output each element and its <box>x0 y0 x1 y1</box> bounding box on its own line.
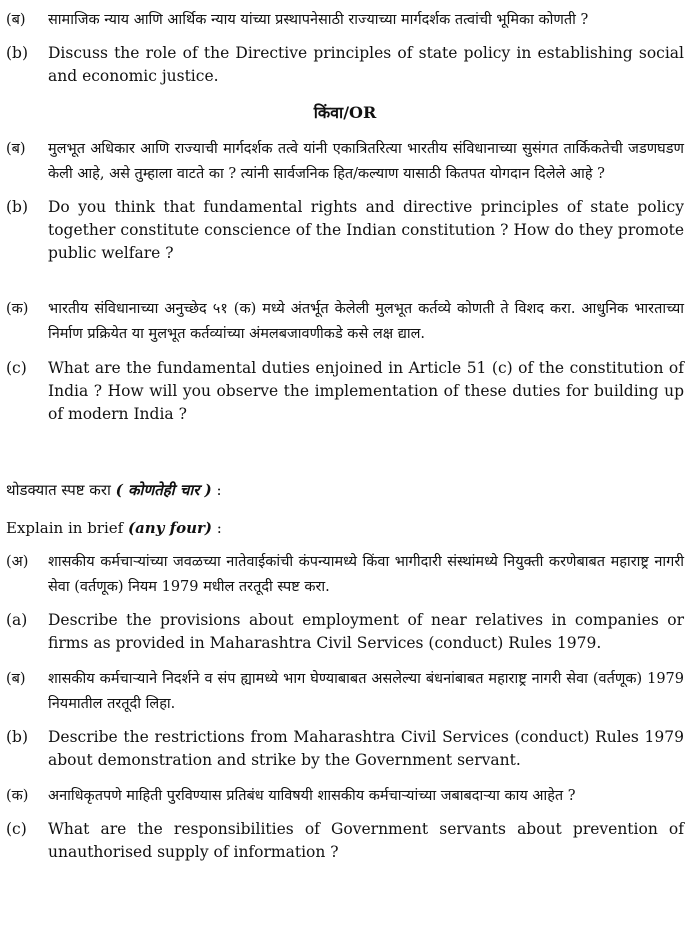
question-label: (b) <box>6 198 29 216</box>
question-1b-marathi <box>6 8 684 33</box>
question-label: (ब) <box>6 141 26 157</box>
question-label: (क) <box>6 301 29 317</box>
question-3c-marathi <box>6 297 684 347</box>
question-2b-english <box>6 196 684 265</box>
question-a-marathi <box>6 550 684 600</box>
question-1b-english <box>6 42 684 88</box>
question-label: (ब) <box>6 12 26 28</box>
question-text: सामाजिक न्याय आणि आर्थिक न्याय यांच्या प्रस्थापनेसाठी राज्याच्या मार्गदर्शक तत्वांची भूमिका कोणती ? <box>48 12 589 28</box>
question-c-english <box>6 818 684 864</box>
question-label: (b) <box>6 44 29 62</box>
question-c-marathi <box>6 784 684 809</box>
question-label: (b) <box>6 728 29 746</box>
question-text: शासकीय कर्मचाऱ्यांच्या जवळच्या नातेवाईकांची कंपन्यामध्ये किंवा भागीदारी संस्थांमध्ये नियुक्ती करणेबाबत महाराष्ट्र नागरी सेवा (वर्तणूक) नियम 1979 मधील तरतूदी स्पष्ट करा. <box>48 554 684 595</box>
instruction-lead: थोडक्यात स्पष्ट करा <box>6 481 111 499</box>
question-label: (a) <box>6 611 28 629</box>
question-text: अनाधिकृतपणे माहिती पुरविण्यास प्रतिबंध याविषयी शासकीय कर्मचाऱ्यांच्या जबाबदाऱ्या काय आहेत ? <box>48 788 576 804</box>
instruction-colon: : <box>212 519 222 537</box>
question-2b-marathi <box>6 137 684 187</box>
question-text: Discuss the role of the Directive principles of state policy in establishing social and economic justice. <box>48 44 684 85</box>
question-text: भारतीय संविधानाच्या अनुच्छेद ५१ (क) मध्ये अंतर्भूत केलेली मुलभूत कर्तव्ये कोणती ते विशद करा. आधुनिक भारताच्या निर्माण प्रक्रियेत या मुलभूत कर्तव्यांच्या अंमलबजावणीकडे कसे लक्ष द्याल. <box>48 301 684 342</box>
or-separator: किंवा/OR <box>313 103 377 122</box>
question-text: What are the fundamental duties enjoined in Article 51 (c) of the constitution of India ? How will you observe the implementation of these duties for building up of modern India ? <box>48 359 684 423</box>
question-text: मुलभूत अधिकार आणि राज्याची मार्गदर्शक तत्वे यांनी एकात्रितरित्या भारतीय संविधानाच्या सुसंगत तार्किकतेची जडणघडण केली आहे, असे तुम्हाला वाटते का ? त्यांनी सार्वजनिक हित/कल्याण यासाठी कितपत योगदान दिलेले आहे ? <box>48 141 684 182</box>
question-text: Describe the restrictions from Maharashtra Civil Services (conduct) Rules 1979 about demonstration and strike by the Government servant. <box>48 728 684 769</box>
question-label: (c) <box>6 359 27 377</box>
question-3c-english <box>6 357 684 426</box>
question-text: Describe the provisions about employment of near relatives in companies or firms as provided in Maharashtra Civil Services (conduct) Rules 1979. <box>48 611 684 652</box>
question-text: Do you think that fundamental rights and directive principles of state policy together constitute conscience of the Indian constitution ? How do they promote public welfare ? <box>48 198 684 262</box>
question-b-english <box>6 726 684 772</box>
question-label: (क) <box>6 788 29 804</box>
instruction-colon: : <box>211 481 222 499</box>
section-instruction-english <box>6 516 684 540</box>
instruction-paren: ( कोणतेही चार ) <box>115 481 212 499</box>
section-instruction-marathi <box>6 478 684 502</box>
instruction-paren: (any four) <box>127 519 213 537</box>
question-label: (ब) <box>6 671 26 687</box>
question-text: शासकीय कर्मचाऱ्याने निदर्शने व संप ह्यामध्ये भाग घेण्याबाबत असलेल्या बंधनांबाबत महाराष्ट्र नागरी सेवा (वर्तणूक) 1979 नियमातील तरतूदी लिहा. <box>48 671 684 712</box>
question-text: What are the responsibilities of Government servants about prevention of unauthorised supply of information ? <box>48 820 684 861</box>
question-a-english <box>6 609 684 655</box>
question-b-marathi <box>6 667 684 717</box>
question-label: (अ) <box>6 554 29 570</box>
instruction-lead: Explain in brief <box>6 519 128 537</box>
question-label: (c) <box>6 820 27 838</box>
